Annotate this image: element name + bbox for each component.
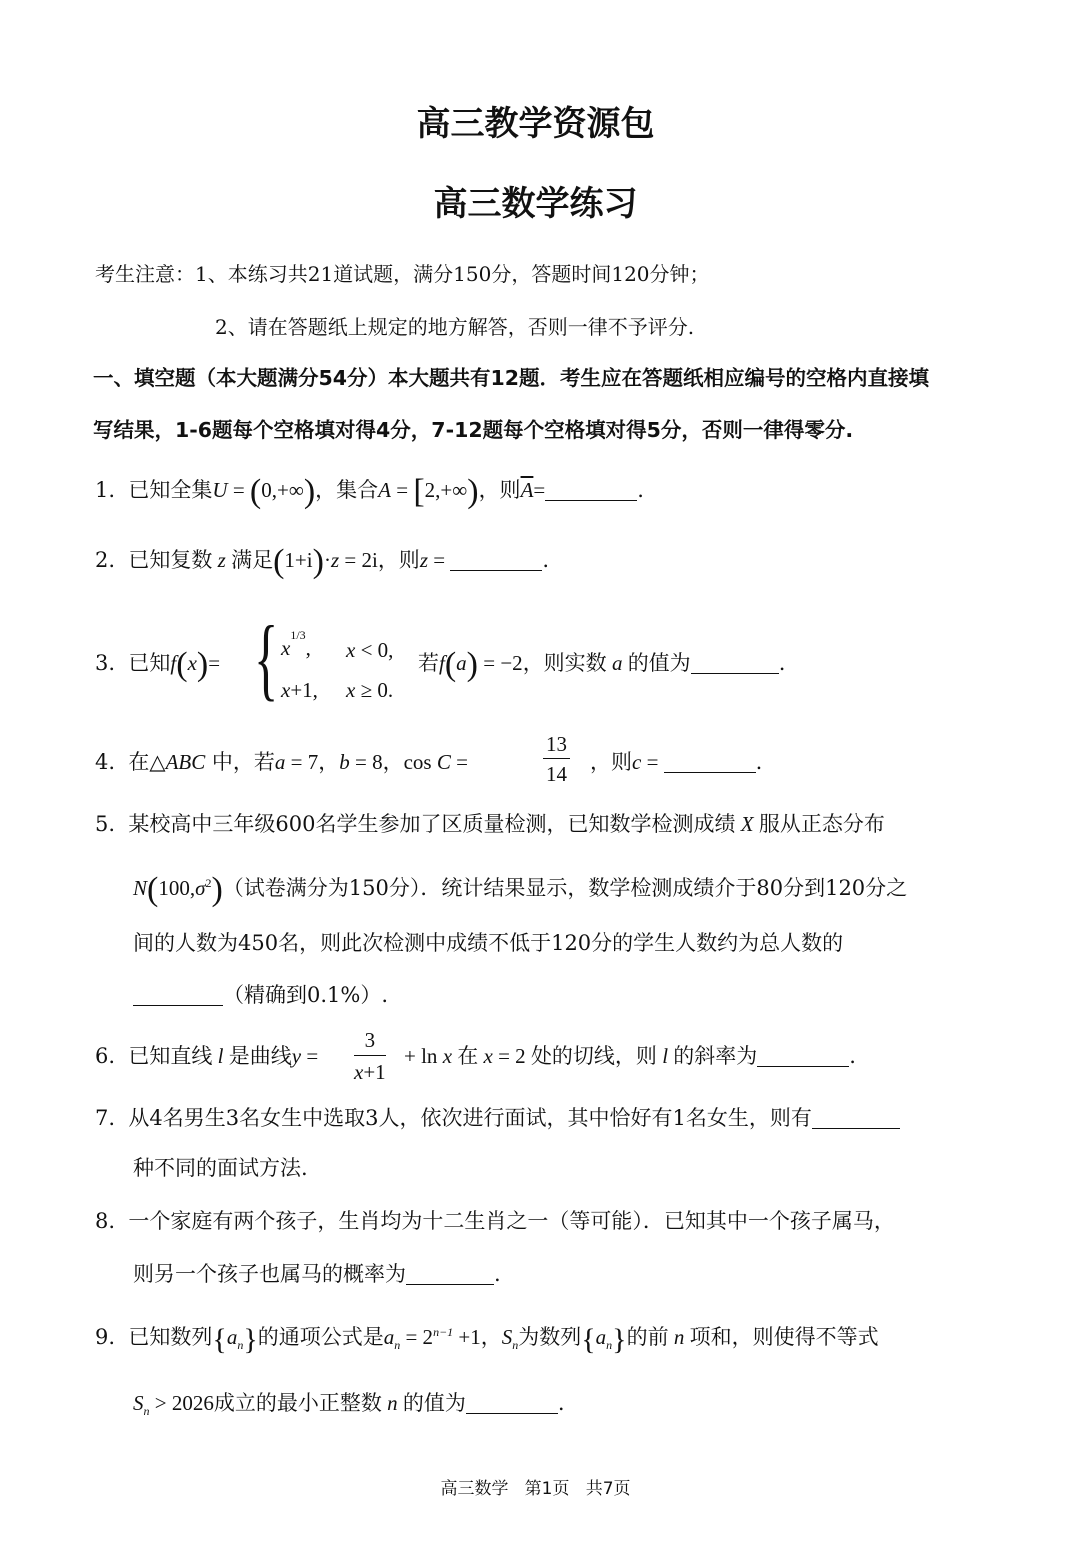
formula: $\overline{A}$ xyxy=(520,478,534,502)
answer-blank[interactable] xyxy=(691,653,779,674)
question-9-line-1: 9. 已知数列$\{a_n\}$的通项公式是$a_n = 2^{n-1} +1$，$S_n$为数列$\{a_n\}$的前 n 项和，则使得不等式 xyxy=(95,1323,879,1356)
question-6: 6. 已知直线 l 是曲线y = xyxy=(95,1044,319,1068)
question-5-line-4: （精确到0.1%）. xyxy=(133,985,388,1006)
question-4: 4. 在△ABC 中，若a = 7，b = 8，cos C = xyxy=(95,750,468,774)
footer-page: 第1页 xyxy=(524,1479,570,1499)
question-2: 2. 已知复数 z 满足(1+i)·z = 2i，则z = . xyxy=(95,543,550,580)
notice-line-2: 2、请在答题纸上规定的地方解答，否则一律不予评分. xyxy=(215,315,695,339)
exam-title: 高三数学练习 xyxy=(433,184,638,224)
formula: U xyxy=(212,478,228,502)
section-header-line-2: 写结果，1-6题每个空格填对得4分，7-12题每个空格填对得5分，否则一律得零分. xyxy=(93,418,854,442)
question-4-suffix: ，则c = . xyxy=(590,750,763,774)
page-footer xyxy=(0,1474,1071,1499)
question-6-suffix: + ln x 在 x = 2 处的切线，则 l 的斜率为 . xyxy=(404,1044,856,1068)
question-7-line-1: 7. 从4名男生3名女生中选取3人，依次进行面试，其中恰好有1名女生，则有 xyxy=(95,1108,900,1129)
answer-blank[interactable] xyxy=(757,1046,849,1067)
question-5-line-2: $N(100,\sigma^2)$（试卷满分为150分）．统计结果显示，数学检测成绩介于80分到120分之 xyxy=(133,871,908,908)
answer-blank[interactable] xyxy=(545,480,637,501)
question-3-suffix: 若f(a) = −2，则实数 a 的值为 . xyxy=(418,646,786,683)
piecewise-cond-2: x ≥ 0. xyxy=(346,678,394,702)
piecewise-case-1: $x^{1/3}$, xyxy=(281,628,311,660)
answer-blank[interactable] xyxy=(466,1393,558,1414)
footer-subject: 高三数学 xyxy=(440,1479,509,1499)
question-8-line-2: 则另一个孩子也属马的概率为 . xyxy=(133,1262,501,1286)
question-7-line-2: 种不同的面试方法. xyxy=(133,1156,308,1180)
fraction-3-over-x-plus-1: 3 x+1 xyxy=(354,1028,386,1084)
piecewise-case-2: x+1, xyxy=(281,678,318,702)
question-5-line-1: 5. 某校高中三年级600名学生参加了区质量检测，已知数学检测成绩 X 服从正态分布 xyxy=(95,812,885,836)
notice-line-1: 考生注意：1、本练习共21道试题，满分150分，答题时间120分钟； xyxy=(95,262,710,286)
answer-blank[interactable] xyxy=(664,752,756,773)
fraction-13-14: 13 14 xyxy=(543,734,570,785)
question-3-prefix: 3. 已知f(x)= xyxy=(95,646,221,683)
question-1: 1. 已知全集U = (0,+∞)，集合A = [2,+∞)，则$\overline{A}=$ . xyxy=(95,473,644,510)
answer-blank[interactable] xyxy=(406,1264,494,1285)
question-8-line-1: 8. 一个家庭有两个孩子，生肖均为十二生肖之一（等可能）．已知其中一个孩子属马， xyxy=(95,1209,895,1233)
answer-blank[interactable] xyxy=(133,985,223,1006)
section-header-line-1: 一、填空题（本大题满分54分）本大题共有12题．考生应在答题纸相应编号的空格内直接填 xyxy=(93,366,930,390)
question-9-line-2: $S_n > 2026$成立的最小正整数 n 的值为 . xyxy=(133,1391,565,1419)
formula: A xyxy=(378,478,391,502)
piecewise-cond-1: x < 0, xyxy=(346,638,394,662)
resource-title: 高三教学资源包 xyxy=(416,104,655,144)
piecewise-brace: { xyxy=(254,607,279,709)
question-5-line-3: 间的人数为450名，则此次检测中成绩不低于120分的学生人数约为总人数的 xyxy=(133,931,844,955)
footer-total: 共7页 xyxy=(585,1479,631,1499)
answer-blank[interactable] xyxy=(812,1108,900,1129)
answer-blank[interactable] xyxy=(450,550,542,571)
